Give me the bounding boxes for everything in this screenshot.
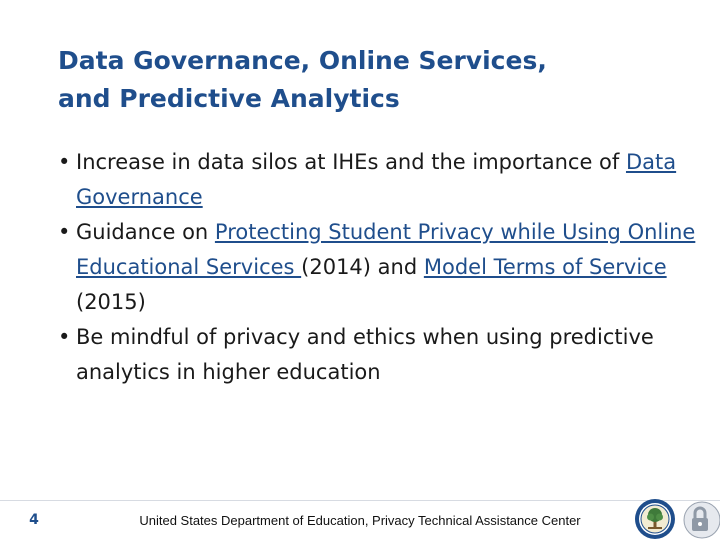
page-number: 4 xyxy=(29,512,39,528)
model-terms-of-service-link[interactable]: Model Terms of Service xyxy=(423,255,667,279)
bullet-item xyxy=(58,145,698,215)
bullet-item xyxy=(58,215,698,320)
bullet-text: Be mindful of privacy and ethics when using predictive analytics in higher education xyxy=(76,325,654,384)
department-of-education-seal-icon xyxy=(634,498,676,540)
title-line-1: Data Governance, Online Services, xyxy=(58,46,547,75)
bullet-text: (2014) and xyxy=(301,255,424,279)
data-governance-link[interactable]: Data Governance xyxy=(76,150,677,209)
bullet-item xyxy=(58,320,698,390)
online-services-guidance-link[interactable]: Protecting Student Privacy while Using Online Educational Services xyxy=(76,220,696,279)
ptac-logo-icon xyxy=(680,498,720,540)
title-line-2: and Predictive Analytics xyxy=(58,84,400,113)
slide-title xyxy=(58,42,698,118)
bullet-text: Guidance on xyxy=(76,220,215,244)
bullet-text: (2015) xyxy=(76,290,146,314)
bullet-text: Increase in data silos at IHEs and the importance of xyxy=(76,150,626,174)
bullet-list xyxy=(58,145,698,390)
footer-organization: United States Department of Education, Privacy Technical Assistance Center xyxy=(139,513,581,528)
